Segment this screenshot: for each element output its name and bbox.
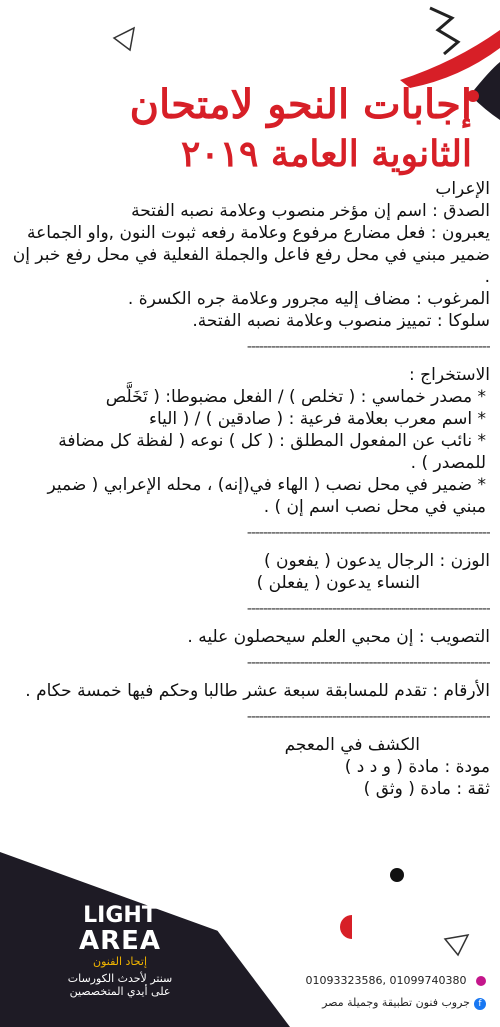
facebook-group-text: جروب فنون تطبيقة وجميلة مصر [322,996,470,1009]
wazn-line: النساء يدعون ( يفعلن ) [256,573,420,593]
istikhraj-item: * ضمير في محل نصب ( الهاء في(إنه) ، محله الإعرابي ( ضمير مبني في محل نصب اسم إن ) . [47,475,486,517]
black-dot-icon [390,868,404,882]
facebook-group[interactable] [322,996,486,1010]
logo-tagline-1: سنتر لأحدث الكورسات [67,972,173,985]
red-arc-icon [340,915,352,939]
irab-line: يعبرون : فعل مضارع مرفوع وعلامة رفعه ثبوت النون ,واو الجماعة ضمير مبني في محل رفع فاعل والجملة الفعلية في محل رفع خبر إن . [12,223,490,287]
separator: ------------------------------------------------------------ [246,601,490,617]
logo-area-text: AREA [78,926,162,956]
separator: ------------------------------------------------------------ [246,709,490,725]
istikhraj-heading: الاستخراج : [409,365,490,385]
page-title [2,80,472,178]
answers-content [10,178,490,800]
irab-heading: الإعراب [435,179,490,199]
separator: ------------------------------------------------------------ [246,339,490,355]
irab-line: المرغوب : مضاف إليه مجرور وعلامة جره الكسرة . [127,289,490,309]
istikhraj-item: * مصدر خماسي : ( تخلص ) / الفعل مضبوطا: ( تَخَلَّص [105,387,486,407]
phone-icon [476,976,486,986]
triangle-outline-icon [445,935,468,955]
phone-numbers [306,974,486,987]
wazn-line: الوزن : الرجال يدعون ( يفعون ) [264,551,490,571]
kashf-heading: الكشف في المعجم [284,735,420,755]
triangle-outline-icon [114,28,134,50]
irab-line: سلوكا : تمييز منصوب وعلامة نصبه الفتحة. [192,311,490,331]
phone-numbers-text: 01093323586, 01099740380 [305,974,467,987]
separator: ------------------------------------------------------------ [246,525,490,541]
separator: ------------------------------------------------------------ [246,655,490,671]
kashf-line: مودة : مادة ( و د د ) [344,757,490,777]
facebook-icon: f [474,998,486,1010]
istikhraj-item: * اسم معرب بعلامة فرعية : ( صادقين ) / ( الياء [148,409,486,429]
arqam-line: الأرقام : تقدم للمسابقة سبعة عشر طالبا وحكم فيها خمسة حكام . [25,681,490,701]
logo-sub-text: إتحاد الفنون [92,955,148,968]
logo-tagline-2: على أيدي المتخصصين [69,985,171,998]
title-line-1: إجابات النحو لامتحان [129,81,472,128]
squiggle-icon [430,8,458,54]
taswib-line: التصويب : إن محبي العلم سيحصلون عليه . [187,627,490,647]
light-area-logo [55,905,185,998]
istikhraj-item: * نائب عن المفعول المطلق : ( كل ) نوعه ( لفظة كل مضافة للمصدر ) . [58,431,486,473]
logo-light-text: LIGHT [83,903,157,928]
title-line-2: الثانوية العامة ٢٠١٩ [180,133,472,175]
irab-line: الصدق : اسم إن مؤخر منصوب وعلامة نصبه الفتحة [131,201,490,221]
kashf-line: ثقة : مادة ( وثق ) [363,779,490,799]
